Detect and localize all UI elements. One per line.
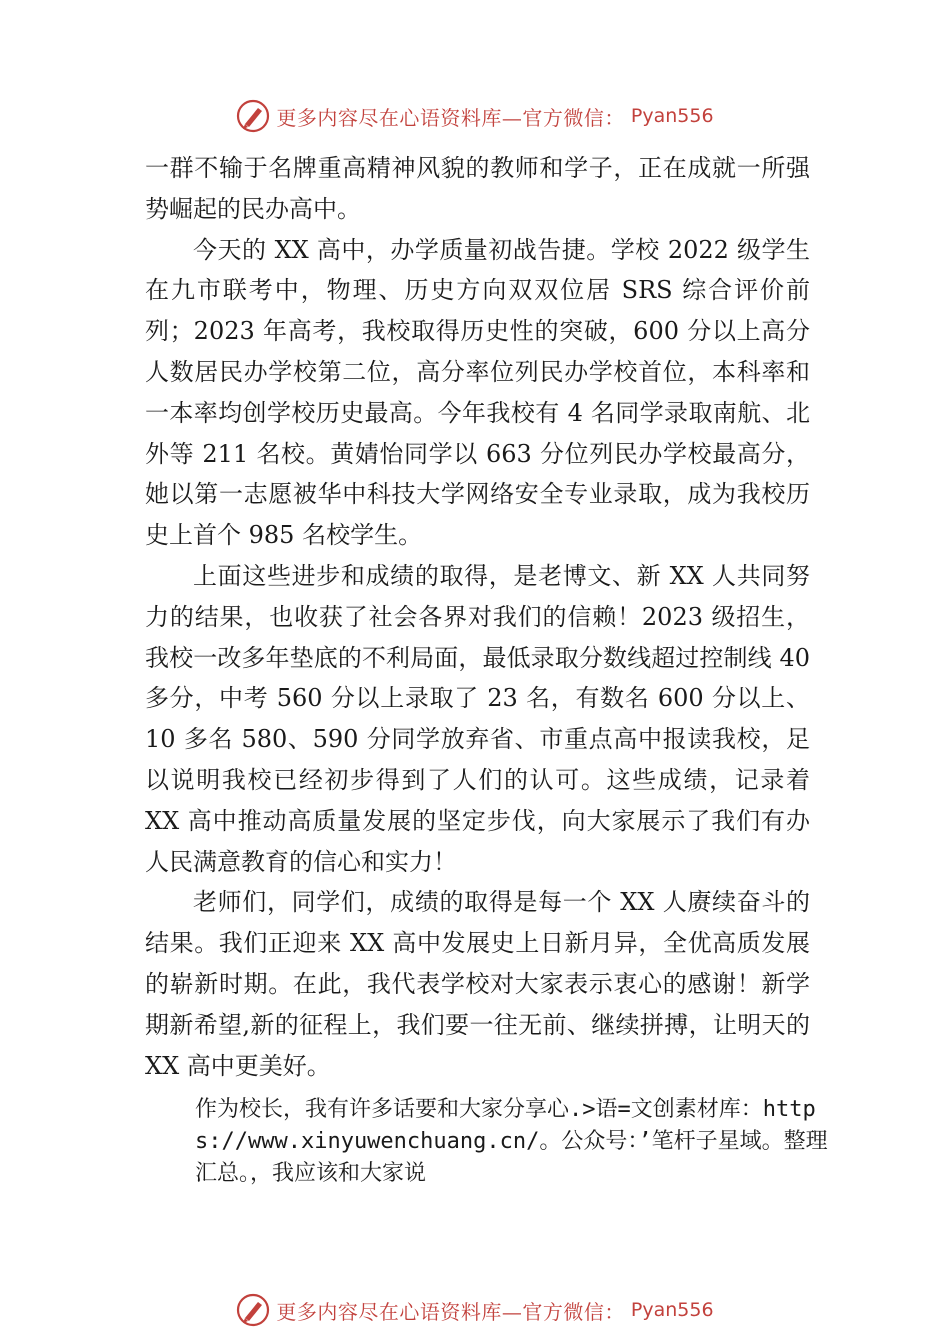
footer-banner [0, 1290, 950, 1330]
header-banner-text: 更多内容尽在心语资料库—官方微信： [276, 105, 625, 130]
paragraph-1: 一群不输于名牌重高精神风貌的教师和学子，正在成就一所强势崛起的民办高中。 [145, 154, 810, 223]
pen-logo-icon [236, 1293, 270, 1327]
header-banner [0, 96, 950, 136]
paragraph-3: 上面这些进步和成绩的取得，是老博文、新 XX 人共同努力的结果，也收获了社会各界对我们的信赖！2023 级招生，我校一改多年垫底的不利局面，最低录取分数线超过控制线 40 多分，中考 560 分以上录取了 23 名，有数名 600 分以上、10 多名 580、590 分同学放弃省、市重点高中报读我校，足以说明我校已经初步得到了人们的认可。这些成绩，记录着 XX 高中推动高质量发展的坚定步伐，向大家展示了我们有办人民满意教育的信心和实力！ [145, 561, 810, 876]
header-wechat-id: Pyan556 [630, 105, 714, 127]
footer-banner-text: 更多内容尽在心语资料库—官方微信： [276, 1299, 625, 1324]
paragraph-2: 今天的 XX 高中，办学质量初战告捷。学校 2022 级学生在九市联考中，物理、历史方向双双位居 SRS 综合评价前列；2023 年高考，我校取得历史性的突破，600 分以上高分人数居民办学校第二位，高分率位列民办学校首位，本科率和一本率均创学校历史最高。今年我校有 4 名同学录取南航、北外等 211 名校。黄婧怡同学以 663 分位列民办学校最高分，她以第一志愿被华中科技大学网络安全专业录取，成为我校历史上首个 985 名校学生。 [145, 235, 810, 550]
source-note: 作为校长，我有许多话要和大家分享心.>语=文创素材库：https://www.xinyuwenchuang.cn/。公众号：’笔杆子星域。整理汇总。，我应该和大家说 [195, 1097, 828, 1186]
paragraph-4: 老师们，同学们，成绩的取得是每一个 XX 人赓续奋斗的结果。我们正迎来 XX 高中发展史上日新月异，全优高质发展的崭新时期。在此，我代表学校对大家表示衷心的感谢！新学期新希望,新的征程上，我们要一往无前、继续拼搏，让明天的 XX 高中更美好。 [145, 888, 810, 1080]
footer-wechat-id: Pyan556 [630, 1299, 714, 1321]
document-body [145, 148, 810, 1086]
pen-logo-icon [236, 99, 270, 133]
